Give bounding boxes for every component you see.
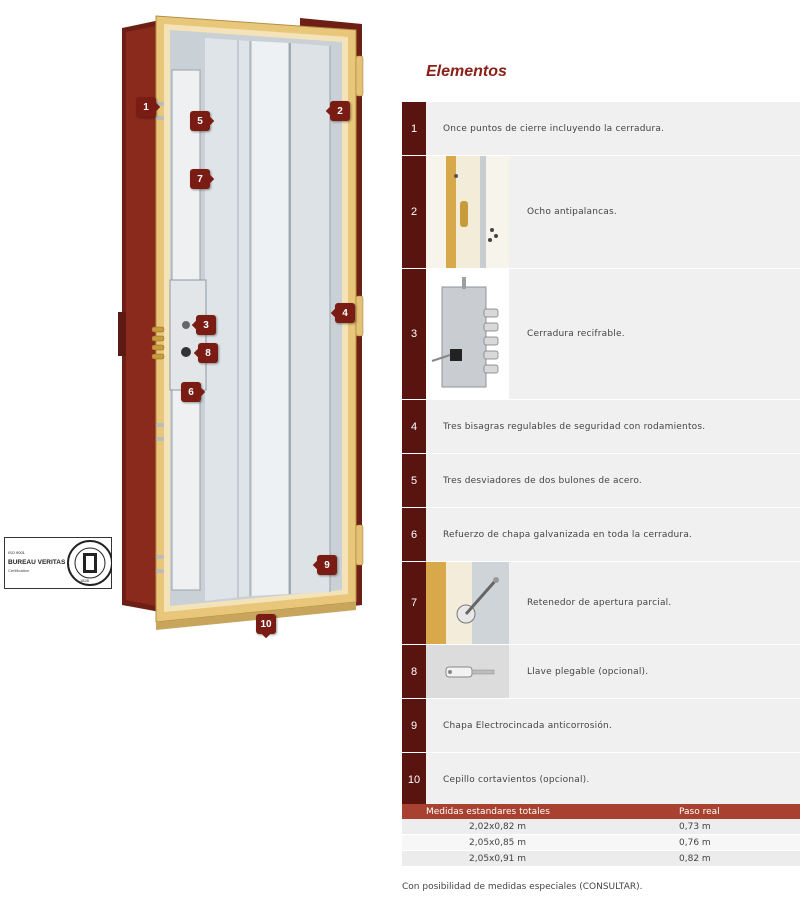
table-row: [402, 851, 800, 867]
item-number: 10: [402, 753, 426, 806]
item-number: 6: [402, 508, 426, 561]
cert-line-3: Certification: [8, 568, 30, 573]
marker-3: 3: [196, 315, 216, 335]
item-text: Tres bisagras regulables de seguridad con rodamientos.: [443, 421, 706, 432]
item-number: 8: [402, 645, 426, 698]
list-item: [402, 156, 800, 269]
item-text: Chapa Electrocincada anticorrosión.: [443, 720, 613, 731]
column-header-sizes: Medidas estandares totales: [426, 806, 550, 817]
size-cell: 2,05x0,85 m: [469, 837, 527, 848]
marker-7: 7: [190, 169, 210, 189]
item-text: Cepillo cortavientos (opcional).: [443, 774, 590, 785]
list-item: [402, 102, 800, 156]
page-title: Elementos: [426, 63, 507, 80]
item-text: Retenedor de apertura parcial.: [527, 598, 672, 608]
list-item: [402, 454, 800, 508]
list-item: [402, 645, 800, 699]
item-number: 1: [402, 102, 426, 155]
table-row: [402, 819, 800, 835]
item-text: Llave plegable (opcional).: [527, 666, 649, 677]
door-limiter-photo: [426, 562, 509, 644]
item-text: Tres desviadores de dos bulones de acero.: [443, 475, 642, 486]
column-header-passage: Paso real: [673, 804, 800, 819]
table-row: [402, 835, 800, 851]
item-text: Ocho antipalancas.: [527, 207, 617, 217]
cert-year: 1828: [80, 578, 89, 583]
marker-9: 9: [317, 555, 337, 575]
marker-6: 6: [181, 382, 201, 402]
elements-list: [402, 102, 800, 807]
list-item: [402, 508, 800, 562]
marker-5: 5: [190, 111, 210, 131]
special-sizes-note: Con posibilidad de medidas especiales (CONSULTAR).: [402, 882, 643, 892]
item-text: Once puntos de cierre incluyendo la cerradura.: [443, 123, 665, 134]
passage-cell: 0,76 m: [673, 835, 800, 851]
item-number: 7: [402, 562, 426, 644]
hinge-side-photo: [426, 156, 509, 268]
size-cell: 2,05x0,91 m: [469, 853, 527, 864]
marker-10: 10: [256, 614, 276, 634]
list-item: [402, 562, 800, 645]
cert-line-2: BUREAU VERITAS: [8, 559, 66, 566]
item-number: 3: [402, 269, 426, 399]
passage-cell: 0,73 m: [673, 819, 800, 835]
marker-2: 2: [330, 101, 350, 121]
sizes-table: [402, 804, 800, 867]
list-item: [402, 699, 800, 753]
passage-cell: 0,82 m: [673, 851, 800, 867]
table-header-row: [402, 804, 800, 819]
item-number: 2: [402, 156, 426, 268]
item-text: Refuerzo de chapa galvanizada en toda la cerradura.: [443, 529, 693, 540]
item-number: 5: [402, 454, 426, 507]
cert-line-1: ISO 9001: [8, 550, 25, 555]
marker-8: 8: [198, 343, 218, 363]
item-number: 9: [402, 699, 426, 752]
item-number: 4: [402, 400, 426, 453]
certification-logo: [4, 537, 112, 589]
item-text: Cerradura recifrable.: [527, 329, 625, 339]
marker-1: 1: [136, 97, 156, 117]
size-cell: 2,02x0,82 m: [469, 821, 527, 832]
folding-key-photo: [426, 645, 509, 698]
list-item: [402, 269, 800, 400]
list-item: [402, 400, 800, 454]
marker-4: 4: [335, 303, 355, 323]
lock-mechanism-photo: [426, 269, 509, 399]
list-item: [402, 753, 800, 807]
